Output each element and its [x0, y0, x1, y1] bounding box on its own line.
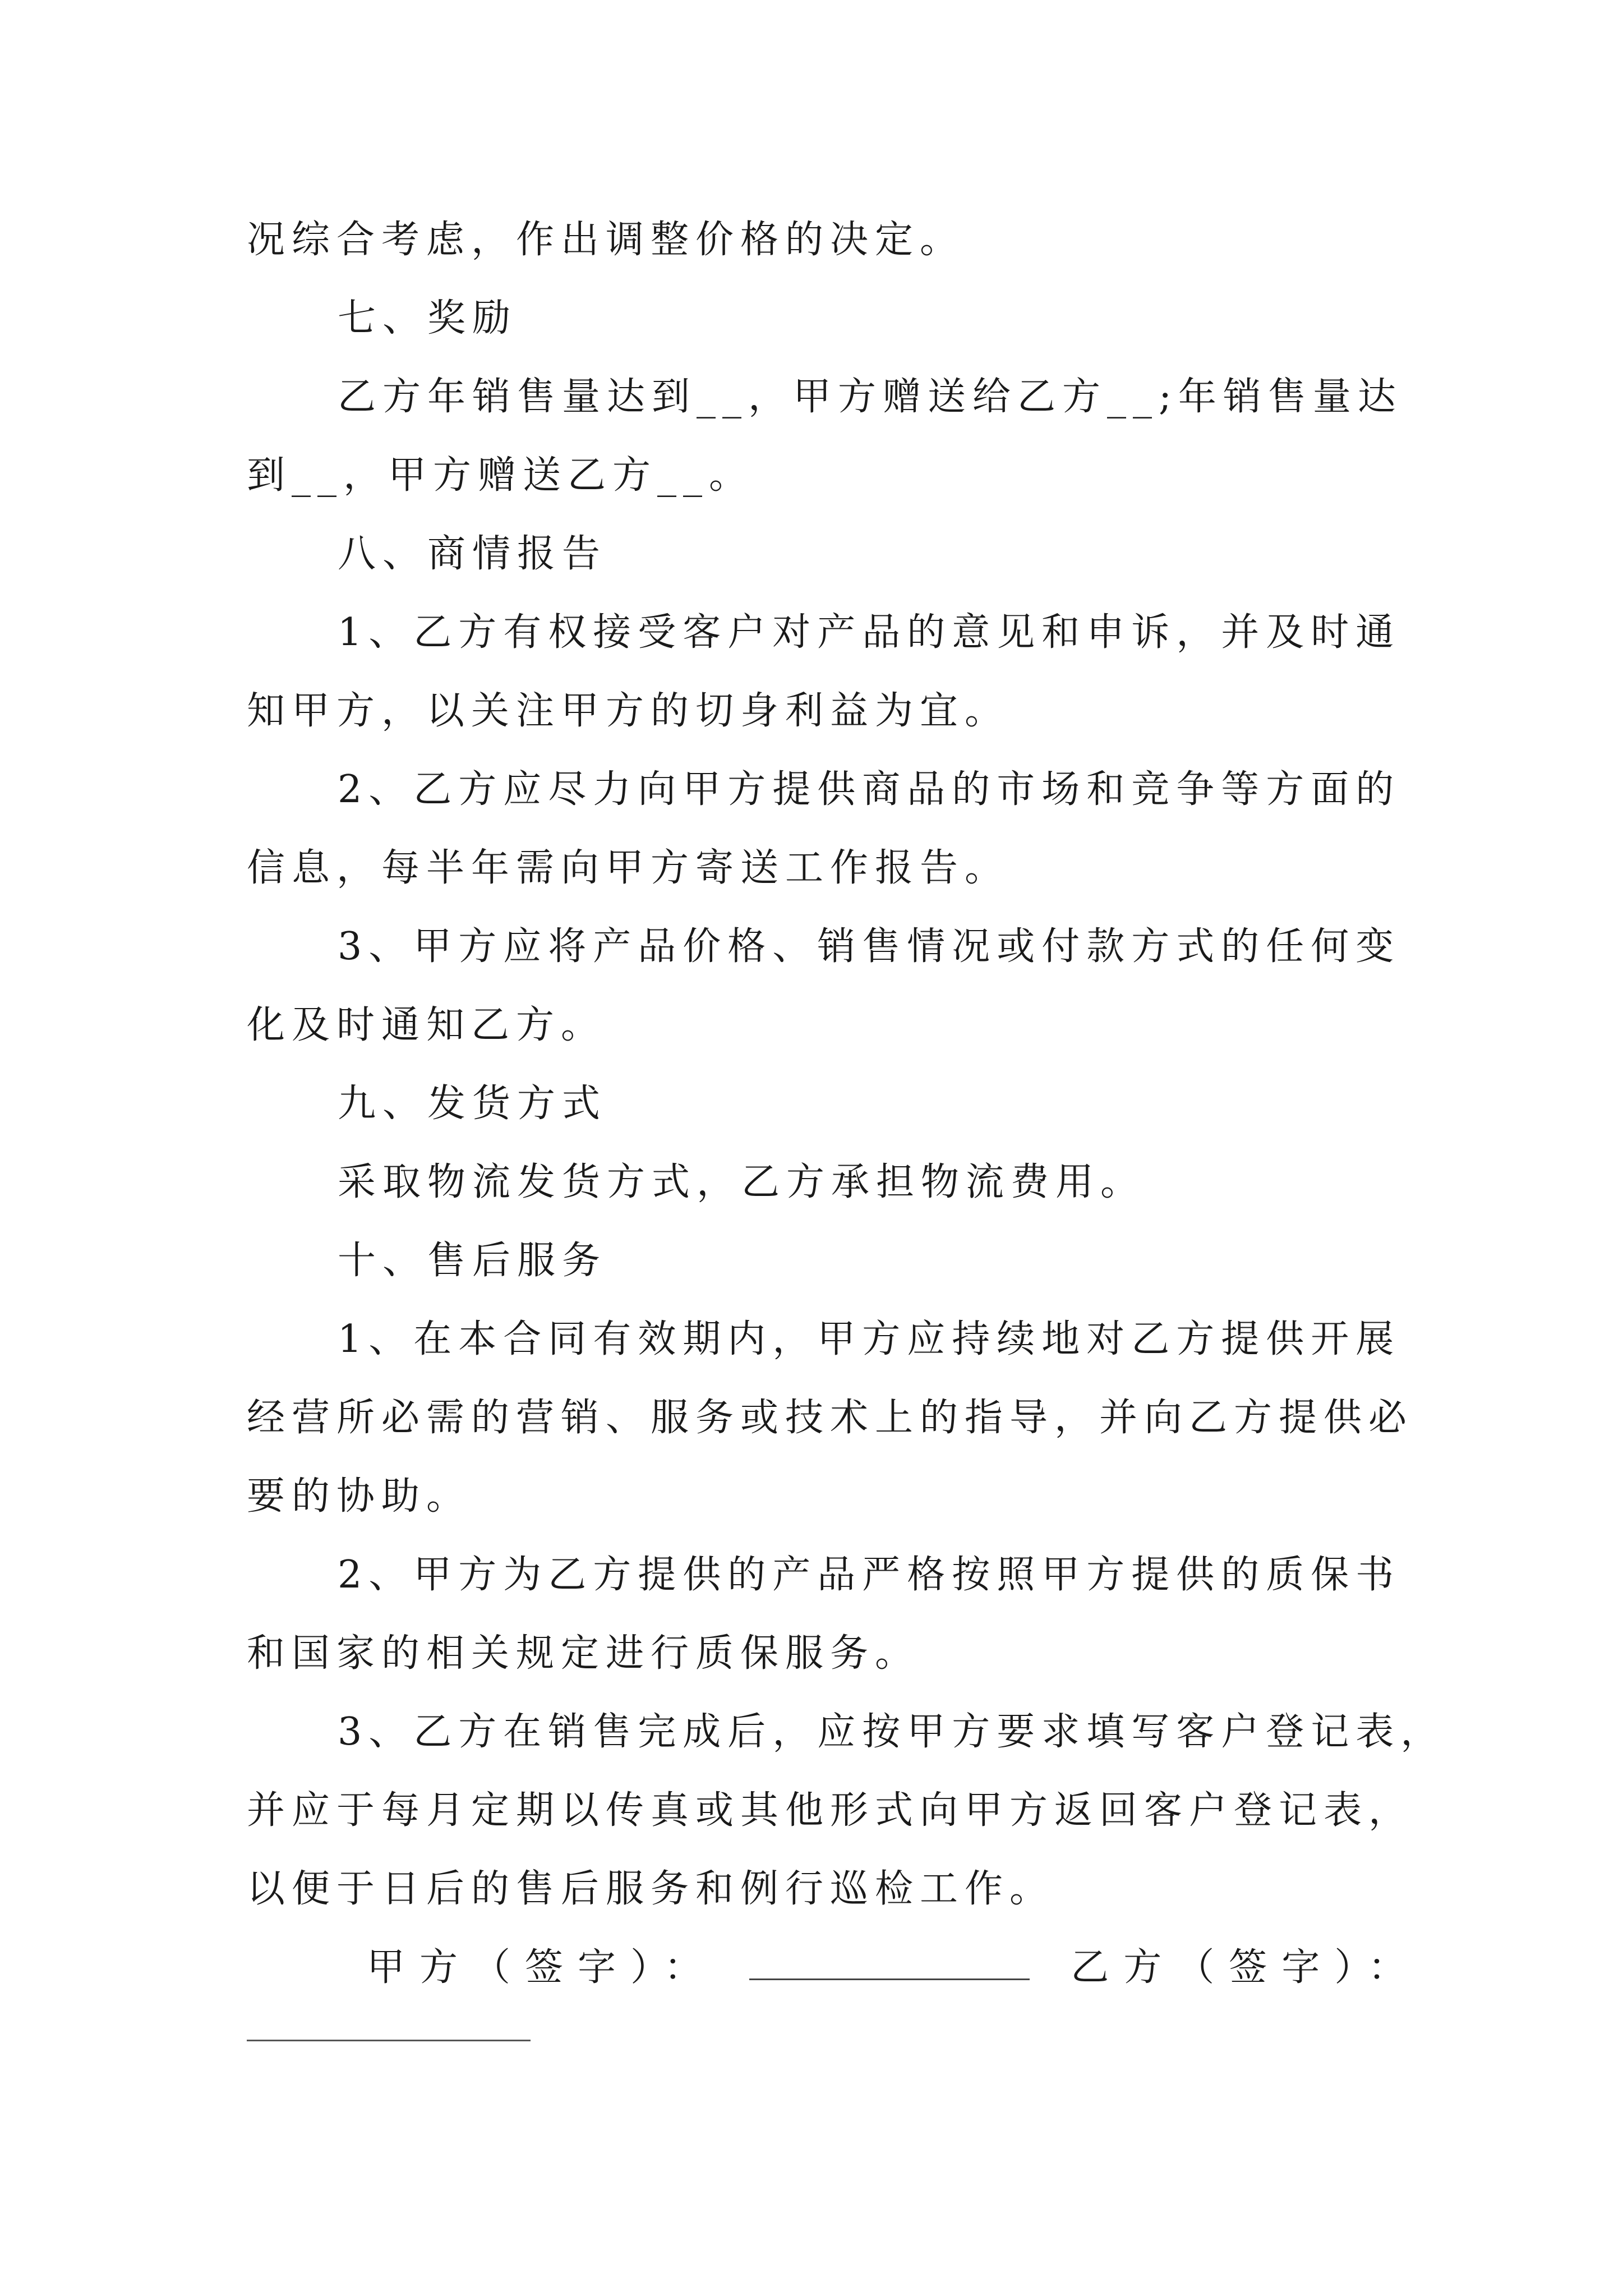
text-line: 3、乙方在销售完成后，应按甲方要求填写客户登记表，: [338, 1710, 1446, 1754]
section-heading-business-report: 八、商情报告: [338, 532, 607, 576]
text-line: 2、乙方应尽力向甲方提供商品的市场和竞争等方面的: [338, 767, 1401, 812]
party-a-signature-label: 甲方（签字）：: [367, 1945, 717, 1990]
text-line: 3、甲方应将产品价格、销售情况或付款方式的任何变: [338, 924, 1401, 969]
section-heading-shipping: 九、发货方式: [338, 1082, 607, 1126]
text-line: 化及时通知乙方。: [247, 1003, 606, 1047]
text-line: 要的协助。: [247, 1474, 472, 1519]
section-heading-reward: 七、奖励: [338, 296, 518, 341]
party-b-signature-label: 乙方（签字）：: [1071, 1945, 1421, 1990]
text-line: 和国家的相关规定进行质保服务。: [247, 1631, 920, 1676]
party-a-signature-blank: [749, 1973, 1030, 1980]
text-line: 乙方年销售量达到__，甲方赠送给乙方__;年销售量达: [338, 375, 1403, 419]
signature-row: [367, 1945, 1421, 1990]
text-line: 况综合考虑，作出调整价格的决定。: [247, 218, 965, 262]
text-line: 2、甲方为乙方提供的产品严格按照甲方提供的质保书: [338, 1553, 1401, 1597]
party-b-signature-blank: [247, 2040, 531, 2041]
text-line: 经营所必需的营销、服务或技术上的指导，并向乙方提供必: [247, 1396, 1414, 1440]
text-line: 信息，每半年需向甲方寄送工作报告。: [247, 846, 1010, 890]
text-line: 采取物流发货方式，乙方承担物流费用。: [338, 1160, 1146, 1204]
text-line: 到__，甲方赠送乙方__。: [247, 453, 754, 498]
section-heading-after-sales: 十、售后服务: [338, 1239, 607, 1283]
text-line: 1、乙方有权接受客户对产品的意见和申诉，并及时通: [338, 610, 1401, 655]
text-line: 以便于日后的售后服务和例行巡检工作。: [247, 1867, 1055, 1911]
text-line: 并应于每月定期以传真或其他形式向甲方返回客户登记表，: [247, 1788, 1414, 1833]
text-line: 知甲方，以关注甲方的切身利益为宜。: [247, 689, 1010, 733]
text-line: 1、在本合同有效期内，甲方应持续地对乙方提供开展: [338, 1317, 1401, 1361]
